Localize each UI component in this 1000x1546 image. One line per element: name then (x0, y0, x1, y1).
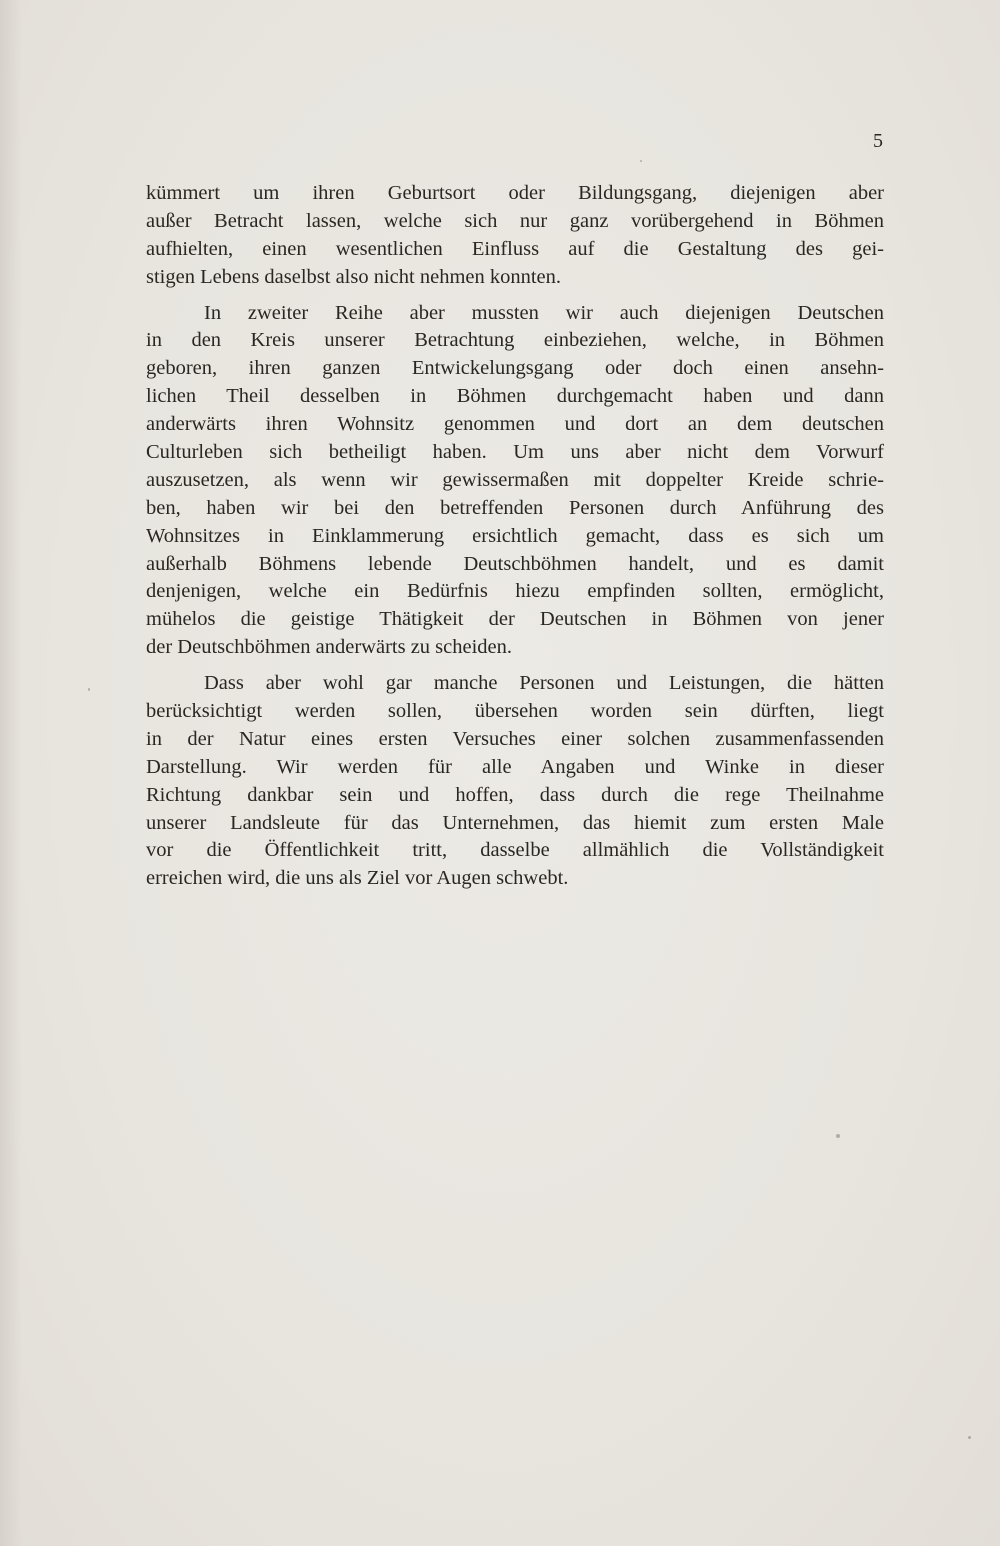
text-line: auszusetzen, als wenn wir gewissermaßen mit doppelter Kreide schrie- (146, 468, 884, 491)
text-line: außerhalb Böhmens lebende Deutschböhmen handelt, und es damit (146, 552, 884, 575)
text-line: Culturleben sich betheiligt haben. Um uns aber nicht dem Vorwurf (146, 441, 884, 464)
text-line: Dass aber wohl gar manche Personen und Leistungen, die hätten (204, 672, 884, 695)
paper-speck (968, 1436, 971, 1439)
text-line: der Deutschböhmen anderwärts zu scheiden. (146, 636, 513, 659)
binding-shadow (0, 0, 22, 1546)
text-line: anderwärts ihren Wohnsitz genommen und dort an dem deutschen (146, 413, 884, 436)
text-line: aufhielten, einen wesentlichen Einfluss auf die Gestaltung des gei- (146, 237, 884, 260)
text-line: berücksichtigt werden sollen, übersehen worden sein dürften, liegt (146, 700, 884, 723)
paragraph-1 (146, 180, 884, 292)
text-line: lichen Theil desselben in Böhmen durchgemacht haben und dann (146, 385, 884, 408)
text-line: kümmert um ihren Geburtsort oder Bildungsgang, diejenigen aber (146, 182, 884, 204)
paper-speck (88, 688, 90, 691)
page-number: 5 (873, 130, 883, 152)
paragraph-2 (146, 300, 884, 663)
text-line: unserer Landsleute für das Unternehmen, das hiemit zum ersten Male (146, 811, 884, 834)
text-line: stigen Lebens daselbst also nicht nehmen konnten. (146, 265, 562, 288)
text-line: ben, haben wir bei den betreffenden Personen durch Anführung des (146, 496, 884, 519)
paragraph-3 (146, 670, 884, 893)
text-line: In zweiter Reihe aber mussten wir auch diejenigen Deutschen (204, 301, 884, 324)
text-line: mühelos die geistige Thätigkeit der Deutschen in Böhmen von jener (146, 608, 884, 631)
text-line: außer Betracht lassen, welche sich nur ganz vorübergehend in Böhmen (146, 209, 884, 232)
text-line: in der Natur eines ersten Versuches einer solchen zusammenfassenden (146, 727, 884, 750)
text-line: Wohnsitzes in Einklammerung ersichtlich gemacht, dass es sich um (146, 524, 884, 547)
text-line: Richtung dankbar sein und hoffen, dass durch die rege Theilnahme (146, 783, 884, 806)
body-text (146, 180, 884, 893)
text-line: geboren, ihren ganzen Entwickelungsgang oder doch einen ansehn- (146, 357, 884, 380)
paper-speck (640, 160, 642, 162)
text-line: Darstellung. Wir werden für alle Angaben und Winke in dieser (146, 755, 884, 778)
text-line: erreichen wird, die uns als Ziel vor Augen schwebt. (146, 867, 569, 890)
text-line: vor die Öffentlichkeit tritt, dasselbe allmählich die Vollständigkeit (146, 839, 884, 862)
text-line: in den Kreis unserer Betrachtung einbeziehen, welche, in Böhmen (146, 329, 884, 352)
text-line: denjenigen, welche ein Bedürfnis hiezu empfinden sollten, ermöglicht, (146, 580, 884, 603)
paper-speck (836, 1134, 840, 1138)
